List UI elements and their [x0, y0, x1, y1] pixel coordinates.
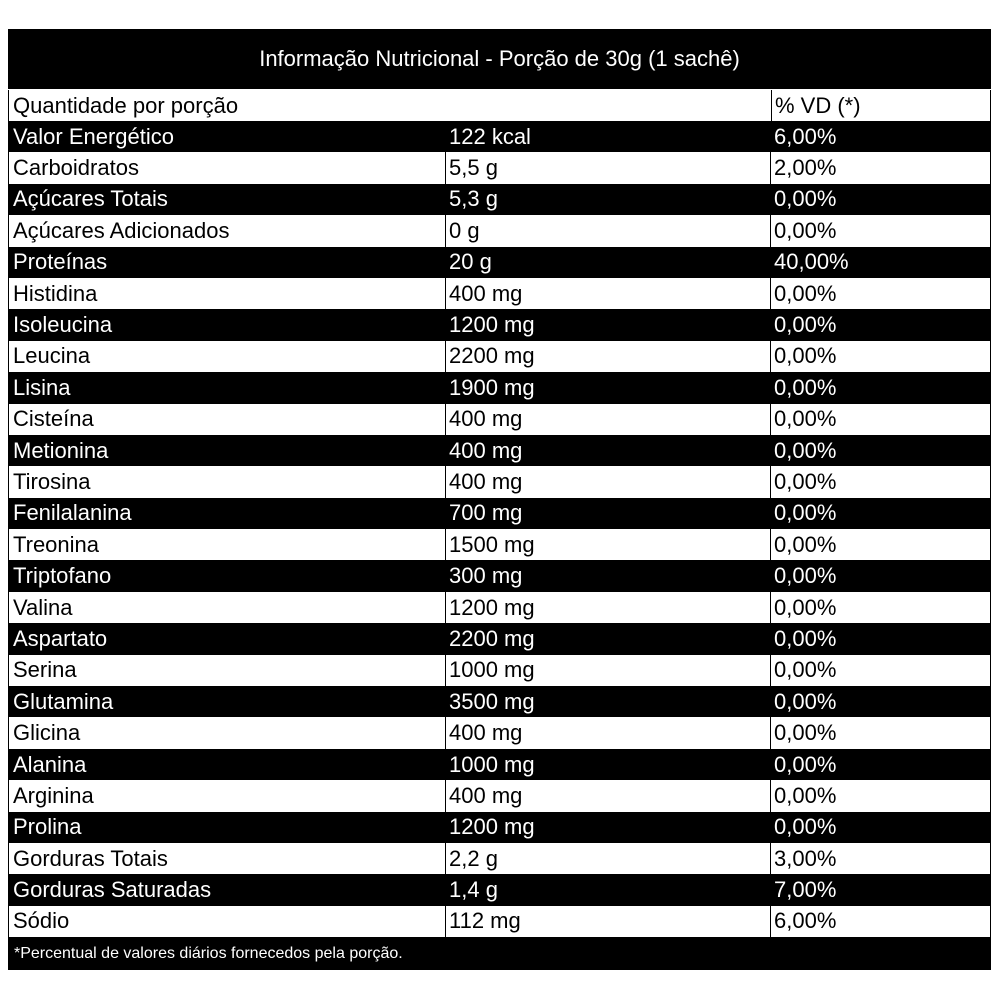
nutrient-amount: 20 g — [449, 249, 492, 275]
table-row — [8, 812, 991, 843]
table-body — [8, 121, 991, 937]
nutrient-name: Histidina — [9, 278, 445, 309]
nutrient-amount: 1900 mg — [449, 374, 535, 400]
nutrient-vd: 0,00% — [774, 814, 837, 840]
nutrient-name: Treonina — [9, 529, 445, 560]
table-row — [8, 152, 991, 183]
nutrient-name: Cisteína — [9, 404, 445, 435]
nutrient-amount: 3500 mg — [449, 688, 535, 714]
nutrient-amount: 1,4 g — [449, 877, 498, 903]
nutrient-name: Alanina — [13, 751, 87, 777]
nutrient-vd: 0,00% — [774, 186, 837, 212]
table-row — [8, 247, 991, 278]
nutrient-name: Açúcares Adicionados — [9, 215, 445, 246]
nutrient-name: Arginina — [9, 780, 445, 811]
nutrient-vd: 0,00% — [774, 374, 837, 400]
nutrient-amount: 1000 mg — [449, 751, 535, 777]
nutrient-name: Gorduras Saturadas — [13, 877, 212, 903]
table-title: Informação Nutricional - Porção de 30g (1 sachê) — [8, 29, 991, 90]
nutrient-amount: 2200 mg — [449, 625, 535, 651]
nutrient-name: Proteínas — [13, 249, 108, 275]
nutrient-amount: 400 mg — [446, 717, 770, 748]
nutrient-vd: 0,00% — [774, 437, 837, 463]
nutrient-name: Tirosina — [9, 466, 445, 497]
nutrient-vd: 6,00% — [771, 906, 990, 937]
nutrient-name: Valor Energético — [13, 123, 175, 149]
nutrition-facts-table — [8, 29, 991, 970]
table-row — [8, 404, 991, 435]
nutrient-vd: 0,00% — [774, 688, 837, 714]
nutrient-vd: 0,00% — [771, 404, 990, 435]
nutrient-vd: 0,00% — [771, 466, 990, 497]
table-row — [8, 906, 991, 937]
nutrient-vd: 0,00% — [774, 751, 837, 777]
nutrient-name: Glutamina — [13, 688, 114, 714]
nutrient-vd: 0,00% — [771, 780, 990, 811]
nutrient-amount: 2,2 g — [446, 843, 770, 874]
nutrient-name: Valina — [9, 592, 445, 623]
nutrient-amount: 112 mg — [446, 906, 770, 937]
table-row — [8, 623, 991, 654]
nutrient-vd: 0,00% — [774, 312, 837, 338]
nutrient-name: Serina — [9, 655, 445, 686]
nutrient-amount: 1200 mg — [449, 312, 535, 338]
table-row — [8, 341, 991, 372]
table-row — [8, 435, 991, 466]
nutrient-amount: 400 mg — [446, 466, 770, 497]
table-row — [8, 278, 991, 309]
nutrient-amount: 300 mg — [449, 563, 523, 589]
table-row — [8, 592, 991, 623]
table-row — [8, 686, 991, 717]
table-row — [8, 874, 991, 905]
table-row — [8, 560, 991, 591]
nutrient-vd: 0,00% — [771, 717, 990, 748]
nutrient-amount: 1200 mg — [449, 814, 535, 840]
table-row — [8, 215, 991, 246]
nutrient-name: Leucina — [9, 341, 445, 372]
nutrient-vd: 0,00% — [771, 529, 990, 560]
nutrient-vd: 3,00% — [771, 843, 990, 874]
nutrient-vd: 0,00% — [771, 215, 990, 246]
nutrient-amount: 1000 mg — [446, 655, 770, 686]
header-quantity-label: Quantidade por porção — [9, 90, 771, 121]
nutrient-name: Fenilalanina — [13, 500, 132, 526]
table-row — [8, 529, 991, 560]
nutrient-name: Glicina — [9, 717, 445, 748]
nutrient-vd: 0,00% — [774, 563, 837, 589]
nutrient-vd: 0,00% — [771, 655, 990, 686]
nutrient-amount: 1500 mg — [446, 529, 770, 560]
nutrient-amount: 2200 mg — [446, 341, 770, 372]
table-header-row — [8, 90, 991, 121]
nutrient-name: Prolina — [13, 814, 82, 840]
nutrient-vd: 0,00% — [774, 500, 837, 526]
nutrient-vd: 6,00% — [774, 123, 837, 149]
nutrient-vd: 2,00% — [771, 152, 990, 183]
table-row — [8, 466, 991, 497]
nutrient-vd: 40,00% — [774, 249, 849, 275]
nutrient-vd: 0,00% — [771, 592, 990, 623]
table-row — [8, 498, 991, 529]
nutrient-name: Aspartato — [13, 625, 108, 651]
table-row — [8, 184, 991, 215]
nutrient-amount: 400 mg — [446, 404, 770, 435]
nutrient-amount: 400 mg — [446, 780, 770, 811]
nutrient-vd: 7,00% — [774, 877, 837, 903]
nutrient-name: Açúcares Totais — [13, 186, 168, 212]
nutrient-amount: 1200 mg — [446, 592, 770, 623]
nutrient-name: Isoleucina — [13, 312, 113, 338]
nutrient-vd: 0,00% — [771, 278, 990, 309]
table-row — [8, 121, 991, 152]
nutrient-name: Triptofano — [13, 563, 112, 589]
nutrient-name: Metionina — [13, 437, 109, 463]
nutrient-amount: 700 mg — [449, 500, 523, 526]
table-row — [8, 372, 991, 403]
table-row — [8, 717, 991, 748]
footnote: *Percentual de valores diários fornecedos pela porção. — [14, 944, 403, 962]
nutrient-amount: 0 g — [446, 215, 770, 246]
nutrient-name: Lisina — [13, 374, 71, 400]
nutrient-name: Carboidratos — [9, 152, 445, 183]
nutrient-amount: 122 kcal — [449, 123, 531, 149]
table-row — [8, 309, 991, 340]
table-row — [8, 749, 991, 780]
nutrient-amount: 400 mg — [446, 278, 770, 309]
nutrient-amount: 400 mg — [449, 437, 523, 463]
nutrient-amount: 5,5 g — [446, 152, 770, 183]
nutrient-vd: 0,00% — [774, 625, 837, 651]
nutrient-vd: 0,00% — [771, 341, 990, 372]
nutrient-name: Gorduras Totais — [9, 843, 445, 874]
nutrient-amount: 5,3 g — [449, 186, 498, 212]
table-row — [8, 655, 991, 686]
table-row — [8, 843, 991, 874]
table-row — [8, 780, 991, 811]
nutrient-name: Sódio — [9, 906, 445, 937]
header-vd-label: % VD (*) — [772, 90, 990, 121]
